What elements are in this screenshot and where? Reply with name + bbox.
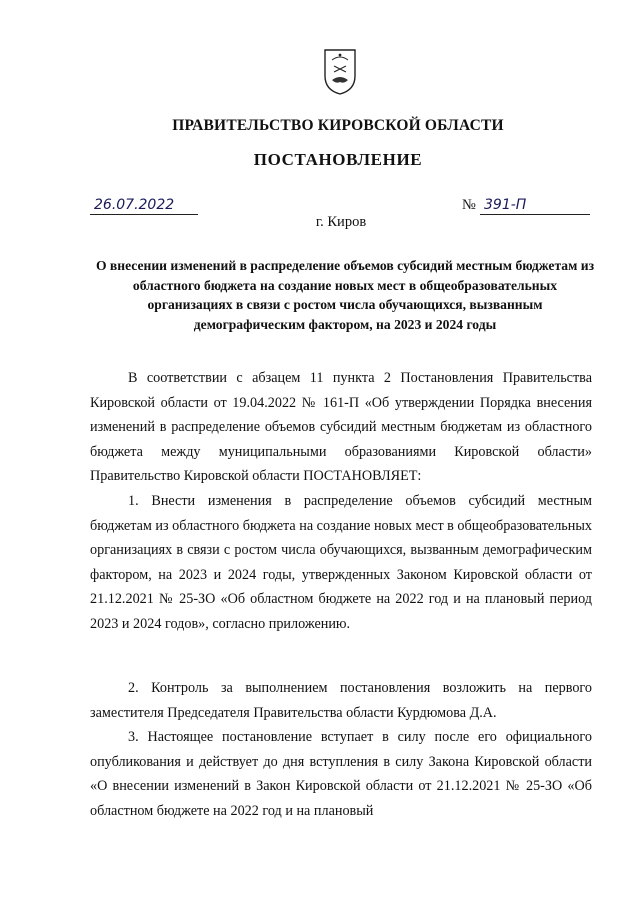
- document-date: 26.07.2022: [90, 196, 198, 215]
- preamble-paragraph: В соответствии с абзацем 11 пункта 2 Постановления Правительства Кировской области от 19.04.2022 № 161-П «Об утверждении Порядка внесения изменений в распределение объемов субсидий местным бюджетам из областного бюджета между муниципальными образованиями Кировской области» Правительство Кировской области ПОСТАНОВЛЯЕТ:: [90, 370, 592, 484]
- document-number: 391-П: [480, 196, 590, 215]
- document-title: О внесении изменений в распределение объемов субсидий местным бюджетам из областного бюджета на создание новых мест в общеобразовательных организациях в связи с ростом числа обучающихся, вызванным демографическим фактором, на 2023 и 2024 годы: [95, 258, 595, 332]
- organization-name: ПРАВИТЕЛЬСТВО КИРОВСКОЙ ОБЛАСТИ: [172, 117, 504, 134]
- document-type: ПОСТАНОВЛЕНИЕ: [253, 150, 423, 169]
- coat-of-arms-icon: [322, 46, 358, 96]
- item-1-paragraph: 1. Внести изменения в распределение объемов субсидий местным бюджетам из областного бюджета на создание новых мест в общеобразовательных организациях в связи с ростом числа обучающихся, вызванным демографическим фактором, на 2023 и 2024 годы, утвержденных Законом Кировской области от 21.12.2021 № 25-ЗО «Об областном бюджете на 2022 год и на плановый период 2023 и 2024 годов», согласно приложению.: [90, 493, 592, 632]
- item-3-paragraph: 3. Настоящее постановление вступает в силу после его официального опубликования и действует до дня вступления в силу Закона Кировской области «О внесении изменений в Закон Кировской области от 21.12.2021 № 25-ЗО «Об областном бюджете на 2022 год и на плановый: [90, 729, 592, 819]
- number-sign: №: [462, 197, 476, 213]
- item-2-paragraph: 2. Контроль за выполнением постановления возложить на первого заместителя Председателя Правительства области Курдюмова Д.А.: [90, 680, 592, 721]
- city: г. Киров: [315, 214, 367, 230]
